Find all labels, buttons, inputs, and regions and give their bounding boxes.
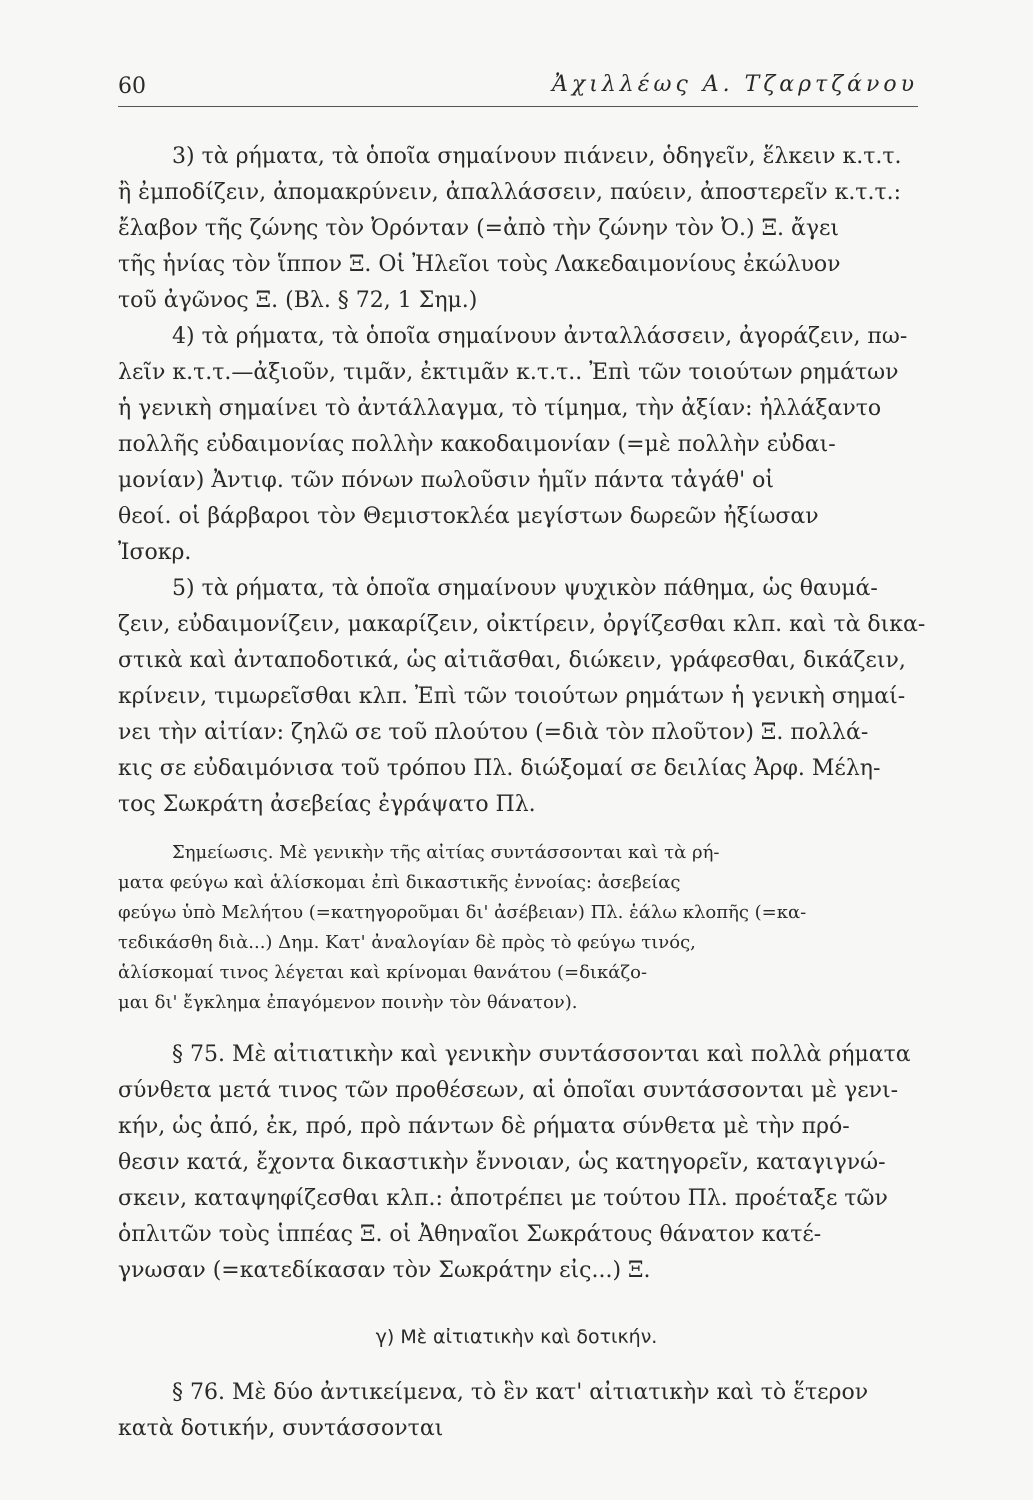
text-line: § 76. Μὲ δύο ἀντικείμενα, τὸ ἓν κατ' αἰτιατικὴν καὶ τὸ ἕτερον [172,1380,869,1405]
section-heading: γ) Μὲ αἰτιατικὴν καὶ δοτικήν. [375,1326,658,1348]
text-line: σκειν, καταψηφίζεσθαι κλπ.: ἀποτρέπει με τούτου Πλ. προέταξε τῶν [118,1186,888,1211]
text-line: κατὰ δοτικήν, συντάσσονται [118,1416,444,1441]
text-line: Ἰσοκρ. [118,540,192,565]
text-line: στικὰ καὶ ἀνταποδοτικά, ὡς αἰτιᾶσθαι, διώκειν, γράφεσθαι, δικάζειν, [118,648,906,673]
text-line: κις σε εὐδαιμόνισα τοῦ τρόπου Πλ. διώξομαί σε δειλίας Ἀρφ. Μέλη- [118,756,881,781]
text-line: κήν, ὡς ἀπό, ἐκ, πρό, πρὸ πάντων δὲ ρήματα σύνθετα μὲ τὴν πρό- [118,1114,850,1139]
text-line: 3) τὰ ρήματα, τὰ ὁποῖα σημαίνουν πιάνειν, ὁδηγεῖν, ἕλκειν κ.τ.τ. [172,144,902,169]
text-line: τῆς ἡνίας τὸν ἵππον Ξ. Οἱ Ἠλεῖοι τοὺς Λακεδαιμονίους ἐκώλυον [118,252,841,277]
note-line: Σημείωσις. Μὲ γενικὴν τῆς αἰτίας συντάσσονται καὶ τὰ ρή- [172,842,720,863]
text-line: θεσιν κατά, ἔχοντα δικαστικὴν ἔννοιαν, ὡς κατηγορεῖν, καταγιγνώ- [118,1150,886,1175]
text-line: 4) τὰ ρήματα, τὰ ὁποῖα σημαίνουν ἀνταλλάσσειν, ἀγοράζειν, πω- [172,324,908,349]
text-line: ἡ γενικὴ σημαίνει τὸ ἀντάλλαγμα, τὸ τίμημα, τὴν ἀξίαν: ἠλλάξαντο [118,396,882,421]
running-head: Ἀχιλλέως Α. Τζαρτζάνου [552,72,918,97]
text-line: ἔλαβον τῆς ζώνης τὸν Ὀρόνταν (=ἀπὸ τὴν ζώνην τὸν Ὀ.) Ξ. ἄγει [118,216,840,241]
page-header [118,66,918,107]
text-line: κρίνειν, τιμωρεῖσθαι κλπ. Ἐπὶ τῶν τοιούτων ρημάτων ἡ γενικὴ σημαί- [118,684,906,709]
text-line: 5) τὰ ρήματα, τὰ ὁποῖα σημαίνουν ψυχικὸν πάθημα, ὡς θαυμά- [172,576,878,601]
note-line: τεδικάσθη διὰ...) Δημ. Κατ' ἀναλογίαν δὲ πρὸς τὸ φεύγω τινός, [118,932,696,953]
text-line: § 75. Μὲ αἰτιατικὴν καὶ γενικὴν συντάσσονται καὶ πολλὰ ρήματα [172,1042,911,1067]
note-line: ματα φεύγω καὶ ἁλίσκομαι ἐπὶ δικαστικῆς ἐννοίας: ἀσεβείας [118,872,681,893]
note-line: ἁλίσκομαί τινος λέγεται καὶ κρίνομαι θανάτου (=δικάζο- [118,962,648,983]
text-line: γνωσαν (=κατεδίκασαν τὸν Σωκράτην εἰς...) Ξ. [118,1258,651,1283]
text-line: θεοί. οἱ βάρβαροι τὸν Θεμιστοκλέα μεγίστων δωρεῶν ἠξίωσαν [118,504,819,529]
text-line: ζειν, εὐδαιμονίζειν, μακαρίζειν, οἰκτίρειν, ὀργίζεσθαι κλπ. καὶ τὰ δικα- [118,612,926,637]
note-line: μαι δι' ἔγκλημα ἐπαγόμενον ποινὴν τὸν θάνατον). [118,992,578,1013]
text-line: σύνθετα μετά τινος τῶν προθέσεων, αἱ ὁποῖαι συντάσσονται μὲ γενι- [118,1078,899,1103]
text-line: λεῖν κ.τ.τ.—ἀξιοῦν, τιμᾶν, ἐκτιμᾶν κ.τ.τ.. Ἐπὶ τῶν τοιούτων ρημάτων [118,360,899,385]
text-line: μονίαν) Ἀντιφ. τῶν πόνων πωλοῦσιν ἡμῖν πάντα τἀγάθ' οἱ [118,468,775,493]
text-line: ἢ ἐμποδίζειν, ἀπομακρύνειν, ἀπαλλάσσειν, παύειν, ἀποστερεῖν κ.τ.τ.: [118,180,902,205]
text-line: νει τὴν αἰτίαν: ζηλῶ σε τοῦ πλούτου (=διὰ τὸν πλοῦτον) Ξ. πολλά- [118,720,869,745]
text-line: τος Σωκράτη ἀσεβείας ἐγράψατο Πλ. [118,792,536,817]
page-number: 60 [118,74,146,99]
text-line: πολλῆς εὐδαιμονίας πολλὴν κακοδαιμονίαν (=μὲ πολλὴν εὐδαι- [118,432,836,457]
text-line: τοῦ ἀγῶνος Ξ. (Βλ. § 72, 1 Σημ.) [118,288,478,313]
text-line: ὁπλιτῶν τοὺς ἱππέας Ξ. οἱ Ἀθηναῖοι Σωκράτους θάνατον κατέ- [118,1222,822,1247]
note-line: φεύγω ὑπὸ Μελήτου (=κατηγοροῦμαι δι' ἀσέβειαν) Πλ. ἑάλω κλοπῆς (=κα- [118,902,807,923]
